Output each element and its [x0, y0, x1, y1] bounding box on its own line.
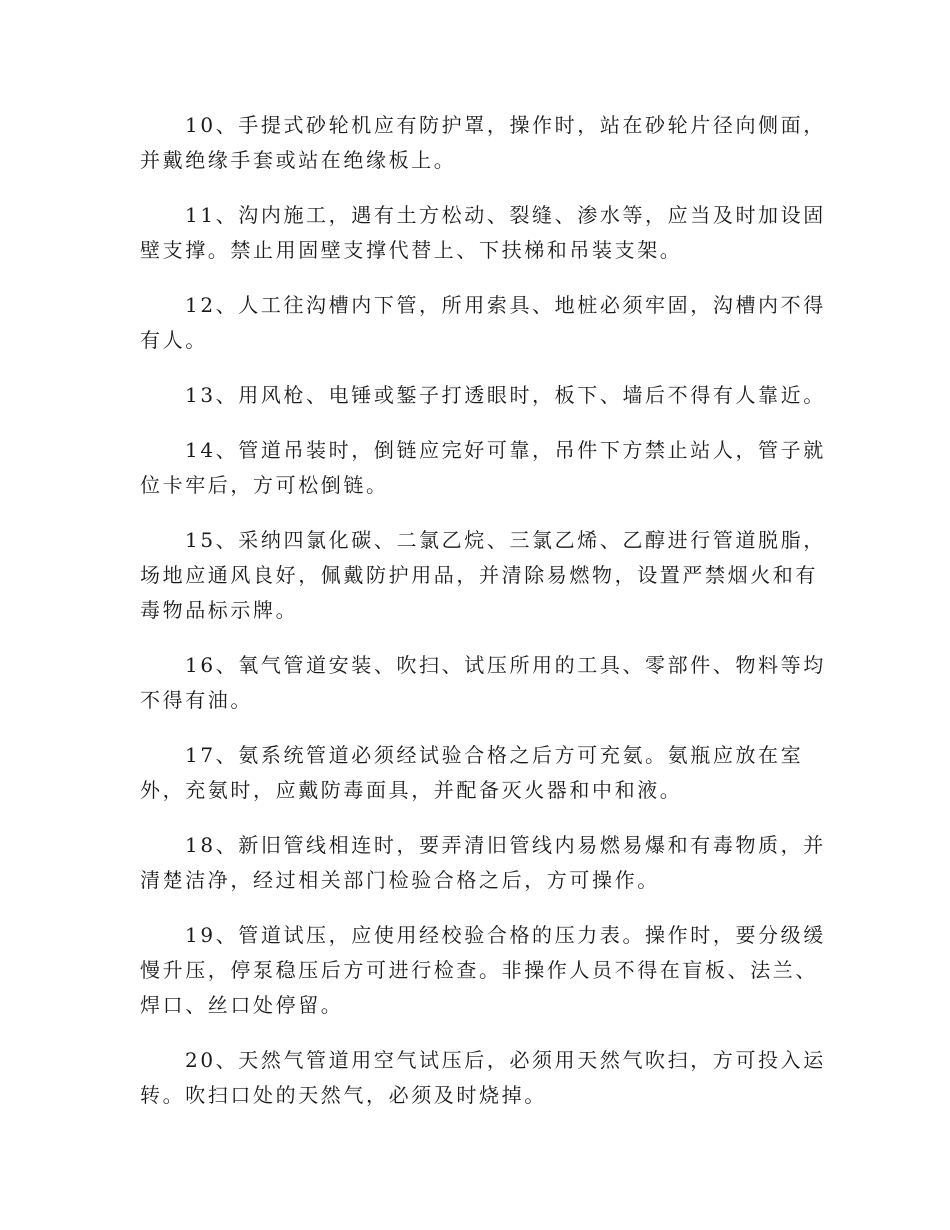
paragraph-line: 15、采纳四氯化碳、二氯乙烷、三氯乙烯、乙醇进行管道脱脂， [185, 528, 826, 552]
document-body [140, 108, 826, 1113]
paragraph-line: 19、管道试压，应使用经校验合格的压力表。操作时，要分级缓 [185, 923, 826, 947]
paragraph-line: 并戴绝缘手套或站在绝缘板上。 [140, 148, 457, 172]
paragraph-line: 17、氨系统管道必须经试验合格之后方可充氨。氨瓶应放在室 [185, 743, 804, 767]
paragraph-line: 毒物品标示牌。 [140, 598, 299, 622]
paragraph-line: 14、管道吊装时，倒链应完好可靠，吊件下方禁止站人，管子就 [185, 438, 826, 462]
paragraph-line: 位卡牢后，方可松倒链。 [140, 473, 389, 497]
paragraph-item-17 [140, 738, 804, 808]
paragraph-line: 不得有油。 [140, 688, 253, 712]
paragraph-line: 转。吹扫口处的天然气，必须及时烧掉。 [140, 1083, 547, 1107]
paragraph-line: 清楚洁净，经过相关部门检验合格之后，方可操作。 [140, 868, 660, 892]
paragraph-item-14 [140, 433, 826, 503]
paragraph-line: 13、用风枪、电锤或錾子打透眼时，板下、墙后不得有人靠近。 [185, 383, 826, 407]
paragraph-item-18 [140, 828, 826, 898]
paragraph-item-13 [140, 378, 826, 413]
paragraph-line: 焊口、丝口处停留。 [140, 993, 344, 1017]
paragraph-item-15 [140, 523, 826, 628]
paragraph-line: 场地应通风良好，佩戴防护用品，并清除易燃物，设置严禁烟火和有 [140, 563, 818, 587]
paragraph-line: 11、沟内施工，遇有土方松动、裂缝、渗水等，应当及时加设固 [185, 203, 826, 227]
paragraph-item-10 [140, 108, 826, 178]
paragraph-line: 慢升压，停泵稳压后方可进行检查。非操作人员不得在盲板、法兰、 [140, 958, 818, 982]
paragraph-line: 18、新旧管线相连时，要弄清旧管线内易燃易爆和有毒物质，并 [185, 833, 826, 857]
paragraph-item-19 [140, 918, 826, 1023]
paragraph-line: 有人。 [140, 328, 208, 352]
paragraph-item-16 [140, 648, 826, 718]
paragraph-line: 壁支撑。禁止用固壁支撑代替上、下扶梯和吊装支架。 [140, 238, 683, 262]
paragraph-line: 12、人工往沟槽内下管，所用索具、地桩必须牢固，沟槽内不得 [185, 293, 826, 317]
paragraph-line: 10、手提式砂轮机应有防护罩，操作时，站在砂轮片径向侧面， [185, 113, 826, 137]
paragraph-item-20 [140, 1043, 826, 1113]
paragraph-item-12 [140, 288, 826, 358]
paragraph-item-11 [140, 198, 826, 268]
paragraph-line: 外，充氨时，应戴防毒面具，并配备灭火器和中和液。 [140, 778, 683, 802]
paragraph-line: 16、氧气管道安装、吹扫、试压所用的工具、零部件、物料等均 [185, 653, 826, 677]
paragraph-line: 20、天然气管道用空气试压后，必须用天然气吹扫，方可投入运 [185, 1048, 826, 1072]
